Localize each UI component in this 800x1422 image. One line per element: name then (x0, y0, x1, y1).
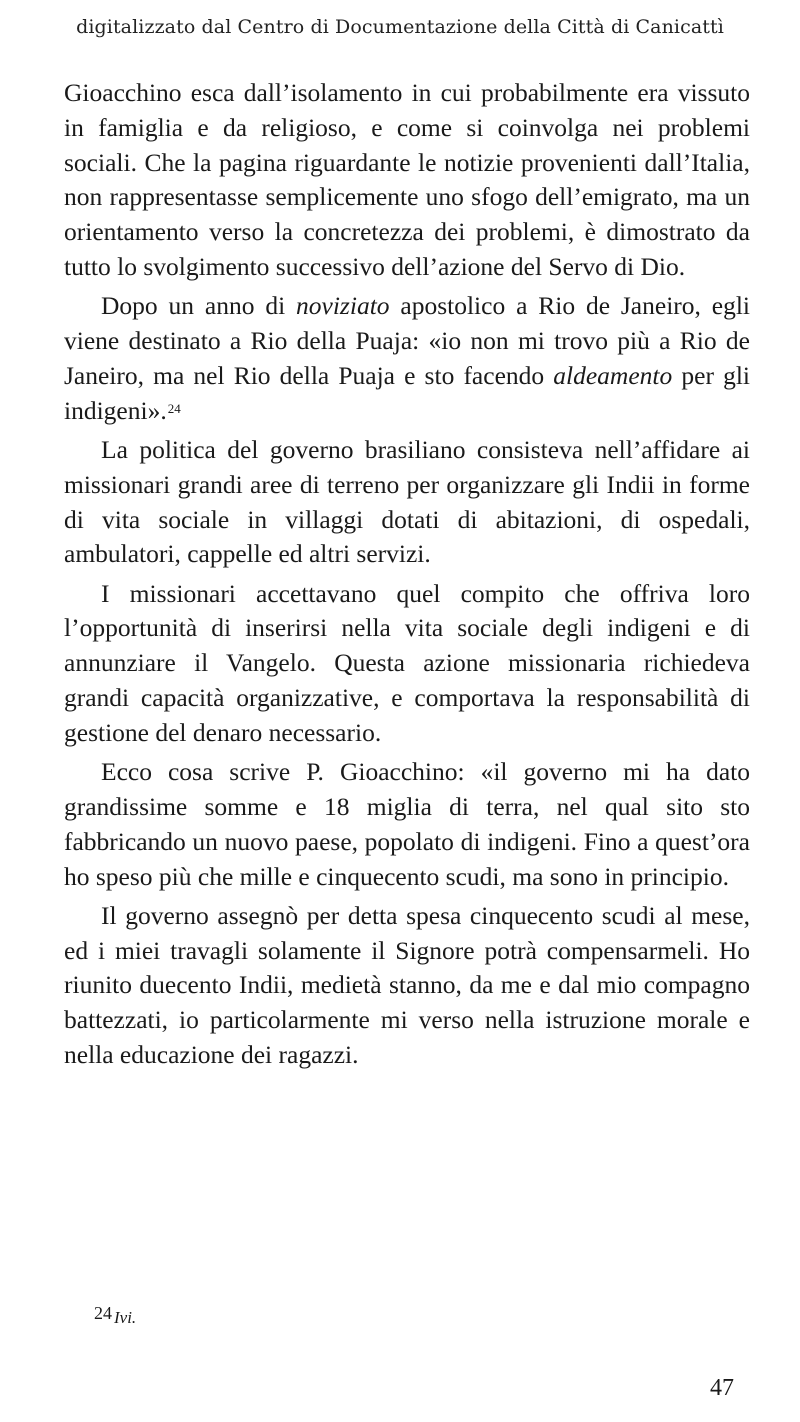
italic-aldeamento: aldeamento (553, 360, 673, 390)
page-number: 47 (710, 1375, 734, 1401)
footnote-text: Ivi. (114, 1308, 137, 1327)
footnote-reference: 24 (167, 400, 181, 416)
paragraph-2-text-b: apostolico a Rio de Janeiro, egli viene destinato a Rio della Puaja: «io non mi trovo più a Rio de Janeiro, ma nel Rio della Puaja e sto facendo (64, 291, 750, 390)
footnote-number: 24 (94, 1303, 112, 1323)
paragraph-5: Ecco cosa scrive P. Gioacchino: «il governo mi ha dato grandissime somme e 18 miglia di terra, nel qual sito sto fabbricando un nuovo paese, popolato di indigeni. Fino a quest’ora ho speso più che mille e cinquecento scudi, ma sono in principio. (64, 757, 750, 891)
digitization-header: digitalizzato dal Centro di Documentazione della Città di Canicattì (76, 16, 724, 38)
paragraph-2-text-a: Dopo un anno di (101, 291, 297, 321)
footnote (94, 1303, 136, 1325)
paragraph-1: Gioacchino esca dall’isolamento in cui probabilmente era vissuto in famiglia e da religioso, e come si coinvolga nei problemi sociali. Che la pagina riguardante le notizie provenienti dall’Italia, non rappresentasse semplicemente uno sfogo dell’emigrato, ma un orientamento verso la concretezza dei problemi, è dimostrato da tutto lo svolgimento successivo dell’azione del Servo di Dio. (64, 78, 750, 281)
italic-noviziato: noviziato (296, 291, 390, 321)
paragraph-3: La politica del governo brasiliano consisteva nell’affidare ai missionari grandi aree di terreno per organizzare gli Indii in forme di vita sociale in villaggi dotati di abitazioni, di ospedali, ambulatori, cappelle ed altri servizi. (64, 434, 750, 569)
body-text (64, 76, 750, 1077)
paragraph-2-text-c: per gli indigeni». (64, 360, 750, 425)
paragraph-2 (64, 289, 750, 428)
paragraph-4: I missionari accettavano quel compito che offriva loro l’opportunità di inserirsi nella vita sociale degli indigeni e di annunziare il Vangelo. Questa azione missionaria richiedeva grandi capacità organizzative, e comportava la responsabilità di gestione del denaro necessario. (64, 578, 750, 747)
paragraph-6: Il governo assegnò per detta spesa cinquecento scudi al mese, ed i miei travagli solamente il Signore potrà compensarmeli. Ho riunito duecento Indii, medietà stanno, da me e dal mio compagno battezzati, io particolarmente mi verso nella istruzione morale e nella educazione dei ragazzi. (64, 900, 750, 1070)
